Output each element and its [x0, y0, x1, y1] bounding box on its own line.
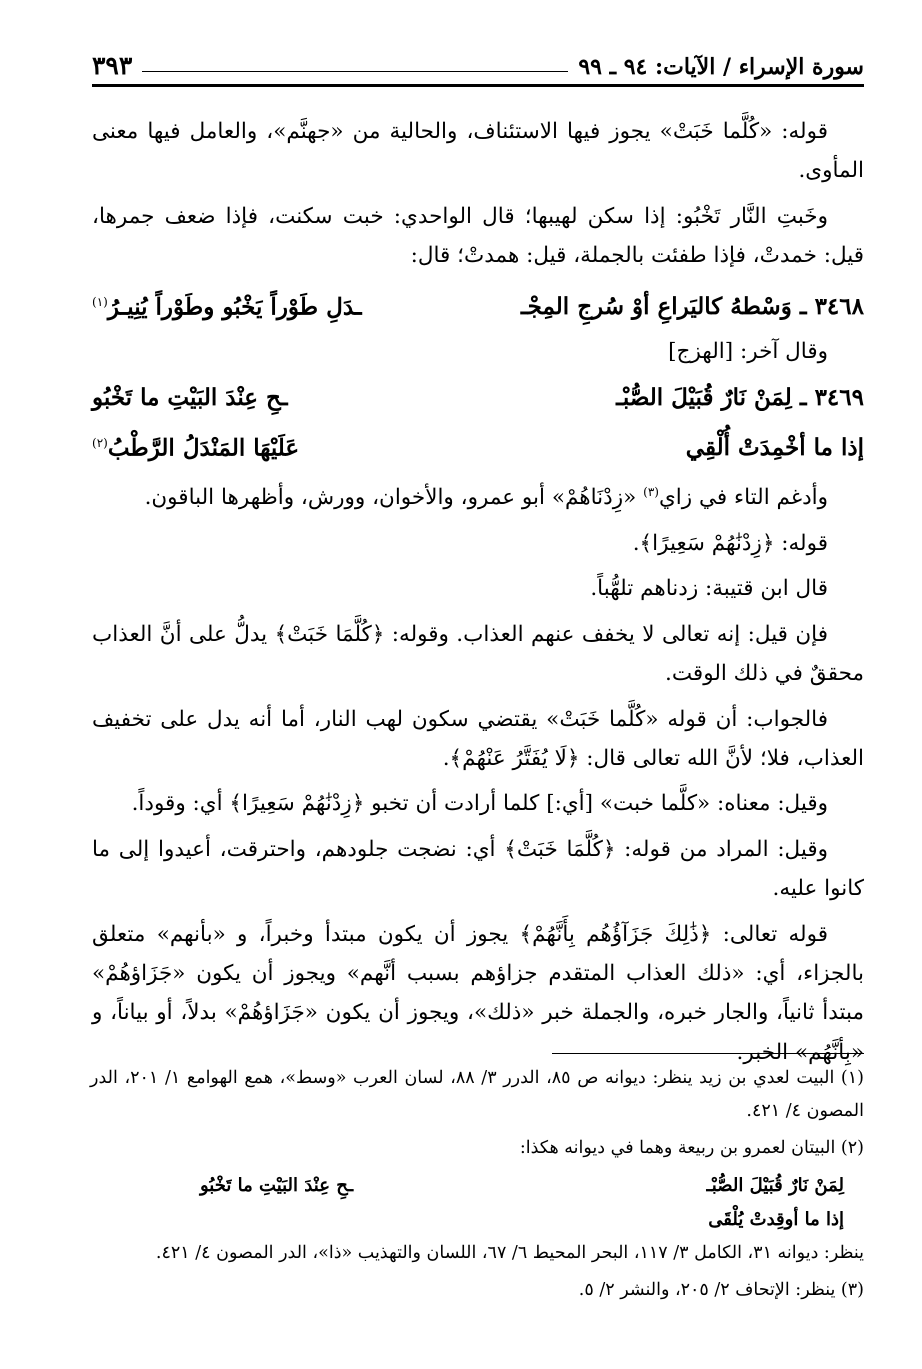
- running-title: سورة الإسراء / الآيات: ٩٤ ـ ٩٩: [578, 54, 864, 80]
- footnote-1: (١) البيت لعدي بن زيد ينظر: ديوانه ص ٨٥، الدرر ٣/ ٨٨، لسان العرب «وسط»، همع الهوامع ١/ ٢٠١، الدر المصون ٤/ ٤٢١.: [90, 1068, 864, 1121]
- paragraph: فإن قيل: إنه تعالى لا يخفف عنهم العذاب. وقوله: ﴿كُلَّمَا خَبَتْ﴾ يدلُّ على أنَّ العذاب محققٌ في ذلك الوقت.: [92, 621, 864, 687]
- paragraph: وقال آخر: [الهزج]: [668, 339, 828, 365]
- verse-second-hemistich: [92, 423, 299, 469]
- footnote-marker: (٣): [643, 485, 659, 500]
- header-rule: [142, 71, 568, 72]
- footnote-marker: (٢): [92, 435, 108, 450]
- verse-first-hemistich: [521, 287, 864, 327]
- footnote-separator: [552, 1053, 864, 1054]
- verse-3469-line2: [92, 423, 864, 469]
- verse-first-hemistich: [616, 378, 864, 418]
- verse-second-hemistich: [92, 282, 362, 328]
- verse-first-hemistich: إذا ما أخْمِدَتْ أُلْقِي: [685, 434, 864, 462]
- paragraph: قوله: ﴿زِدْنَٰهُمْ سَعِيرًا﴾.: [632, 530, 828, 556]
- verse-text: عَلَيْهَا المَنْدَلُ الرَّطْبُ: [107, 434, 300, 462]
- verse-number: ٣٤٦٩ ـ: [799, 383, 864, 411]
- verse-first-hemistich: إذا ما أوقِدتْ يُلْقَى: [708, 1209, 844, 1230]
- footnote-3: (٣) ينظر: الإتحاف ٢/ ٢٠٥، والنشر ٢/ ٥.: [578, 1280, 864, 1300]
- verse-second-hemistich: ـحِ عِنْدَ البَيْتِ ما تَخْبُو: [92, 383, 288, 411]
- verse-text: وَسْطهُ كاليَراعِ أوْ سُرجِ المِجْـ: [520, 293, 792, 321]
- footnotes: [90, 1062, 864, 1311]
- paragraph: قوله تعالى: ﴿ذَٰلِكَ جَزَآؤُهُم بِأَنَّهُمْ﴾ يجوز أن يكون مبتدأ وخبراً، و «بأنهم» متعلق بالجزاء، أي: «ذلك العذاب المتقدم جزاؤهم بسبب أنَّهم» ويجوز أن يكون «جَزَاؤهُمْ» مبتدأ ثانياً، والجار خبره، والجملة خبر «ذلك»، ويجوز أن يكون «جَزَاؤهُمْ» بدلاً، أو بياناً، و «بِأنَّهُم» الخبر.: [92, 921, 864, 1065]
- footnote-2-intro: (٢) البيتان لعمرو بن ربيعة وهما في ديوانه هكذا:: [519, 1138, 864, 1158]
- paragraph-text: «زِدْنَاهُمْ» أبو عمرو، والأخوان، وورش، وأظهرها الباقون.: [144, 485, 637, 511]
- verse-3469: [92, 378, 864, 418]
- main-text: [92, 112, 864, 1078]
- verse-first-hemistich: لِمَنْ نَارٌ قُبَيْلَ الصُّبْـ: [706, 1175, 844, 1196]
- verse-text: لِمَنْ نَارٌ قُبَيْلَ الصُّبْـ: [616, 383, 792, 411]
- verse-second-hemistich: ـحِ عِنْدَ البَيْتِ ما تَخْبُو: [200, 1175, 354, 1196]
- footnote-2-refs: ينظر: ديوانه ٣١، الكامل ٣/ ١١٧، البحر المحيط ٦/ ٦٧، اللسان والتهذيب «ذا»، الدر المصون ٤/ ٤٢١.: [155, 1243, 864, 1263]
- footnote-marker: (١): [92, 294, 108, 309]
- footnote-verse-line: [90, 1169, 864, 1203]
- paragraph: قال ابن قتيبة: زدناهم تلهُّباً.: [590, 576, 828, 602]
- footnote-verse-line: [90, 1203, 864, 1237]
- page-number: ٣٩٣: [92, 51, 133, 80]
- paragraph: [92, 473, 864, 518]
- paragraph: فالجواب: أن قوله «كُلَّما خَبَتْ» يقتضي سكون لهب النار، أما أنه يدل على تخفيف العذاب، فلا؛ لأنَّ الله تعالى قال: ﴿لَا يُفَتَّرُ عَنْهُمْ﴾.: [92, 706, 864, 771]
- verse-3468: [92, 282, 864, 328]
- paragraph: وخَبتِ النَّار تَخْبُو: إذا سكن لهيبها؛ قال الواحدي: خبت سكنت، فإذا ضعف جمرها، قيل: خمدتْ، فإذا طفئت بالجملة، قيل: همدتْ؛ قال:: [92, 203, 864, 269]
- verse-number: ٣٤٦٨ ـ: [799, 293, 864, 321]
- paragraph-text: وأدغم التاء في زاي: [658, 485, 828, 511]
- page-header: [92, 40, 864, 87]
- verse-text: ـدَلِ طَوْراً يَخْبُو وطَوْراً يُنِيـرُ: [107, 293, 362, 321]
- paragraph: وقيل: معناه: «كلَّما خبت» [أي:] كلما أرادت أن تخبو ﴿زِدْنَٰهُمْ سَعِيرًا﴾ أي: وقوداً.: [131, 791, 828, 817]
- paragraph: وقيل: المراد من قوله: ﴿كُلَّمَا خَبَتْ﴾ أي: نضجت جلودهم، واحترقت، أعيدوا إلى ما كانوا عليه.: [92, 836, 864, 902]
- paragraph: قوله: «كُلَّما خَبَتْ» يجوز فيها الاستئناف، والحالية من «جهنَّم»، والعامل فيها معنى المأوى.: [92, 119, 864, 184]
